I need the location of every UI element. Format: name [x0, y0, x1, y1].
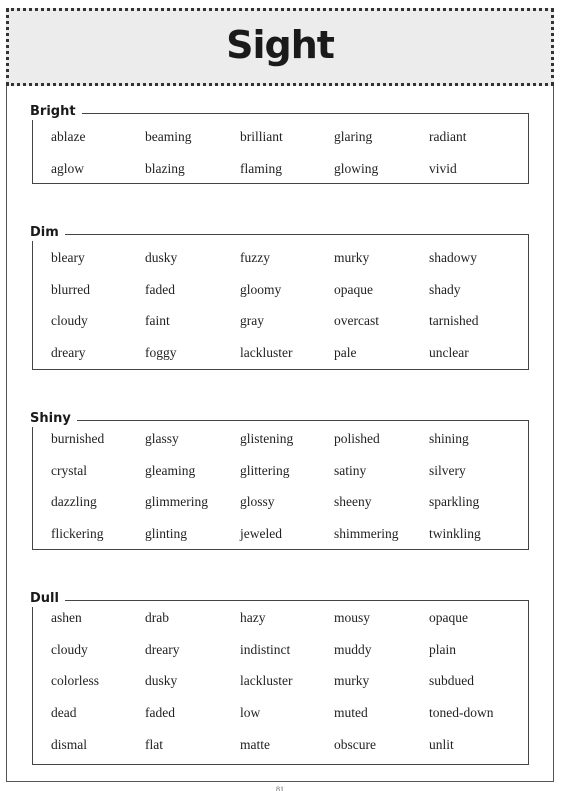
word-item: drab: [145, 610, 169, 625]
word-item: subdued: [429, 673, 474, 689]
word-item: blazing: [145, 160, 185, 176]
word-item: low: [240, 705, 261, 721]
word-item: lackluster: [240, 673, 293, 689]
word-item: aglow: [51, 160, 84, 176]
word-item: flat: [145, 736, 163, 752]
word-item: glimmering: [145, 494, 208, 510]
word-item: gloomy: [240, 281, 282, 297]
section-shiny: [30, 411, 529, 550]
word-grid: [51, 602, 523, 760]
word-item: colorless: [51, 673, 99, 689]
word-item: ashen: [51, 610, 82, 625]
word-item: crystal: [51, 462, 87, 478]
word-item: gray: [240, 313, 264, 329]
word-item: bleary: [51, 250, 85, 265]
word-item: satiny: [334, 462, 367, 478]
word-item: glossy: [240, 494, 275, 510]
word-item: matte: [240, 736, 270, 752]
word-item: unlit: [429, 736, 454, 752]
section-dim: [30, 225, 529, 370]
word-item: polished: [334, 431, 380, 446]
word-item: radiant: [429, 129, 467, 144]
word-item: faded: [145, 705, 175, 721]
word-item: dismal: [51, 736, 87, 752]
word-item: faint: [145, 313, 170, 329]
word-item: pale: [334, 345, 357, 361]
word-item: opaque: [429, 610, 468, 625]
word-item: mousy: [334, 610, 371, 625]
word-item: cloudy: [51, 641, 88, 657]
word-item: sheeny: [334, 494, 372, 510]
word-item: fuzzy: [240, 250, 270, 265]
word-item: shadowy: [429, 250, 477, 265]
word-grid: [51, 242, 523, 369]
word-item: glinting: [145, 526, 188, 542]
word-item: muddy: [334, 641, 372, 657]
word-item: glittering: [240, 462, 290, 478]
word-item: toned-down: [429, 705, 494, 721]
word-item: dusky: [145, 250, 178, 265]
page-title: Sight: [226, 23, 334, 67]
section-label: Bright: [30, 104, 82, 120]
section-label: Dull: [30, 591, 65, 607]
word-item: plain: [429, 641, 456, 657]
word-item: opaque: [334, 281, 373, 297]
word-item: lackluster: [240, 345, 293, 361]
word-item: silvery: [429, 462, 466, 478]
word-item: dead: [51, 705, 77, 721]
section-label: Shiny: [30, 411, 77, 427]
word-item: dreary: [51, 345, 86, 361]
word-item: hazy: [240, 610, 266, 625]
word-item: obscure: [334, 736, 376, 752]
word-item: beaming: [145, 129, 192, 144]
word-item: glistening: [240, 431, 294, 446]
word-item: shady: [429, 281, 461, 297]
section-bright: [30, 104, 529, 184]
page-number: 81: [276, 786, 284, 791]
word-item: brilliant: [240, 129, 283, 144]
word-item: burnished: [51, 431, 105, 446]
word-item: sparkling: [429, 494, 480, 510]
word-item: jeweled: [240, 526, 282, 542]
word-item: faded: [145, 281, 175, 297]
title-banner: [6, 8, 554, 86]
word-item: murky: [334, 673, 370, 689]
word-item: twinkling: [429, 526, 481, 542]
word-grid: [51, 121, 523, 184]
word-item: shimmering: [334, 526, 399, 542]
word-item: glaring: [334, 129, 373, 144]
word-item: gleaming: [145, 462, 196, 478]
word-item: muted: [334, 705, 368, 721]
word-item: vivid: [429, 160, 457, 176]
word-item: tarnished: [429, 313, 479, 329]
word-item: flaming: [240, 160, 282, 176]
word-item: murky: [334, 250, 370, 265]
word-item: glassy: [145, 431, 179, 446]
word-grid: [51, 423, 523, 550]
word-item: flickering: [51, 526, 104, 542]
word-item: dusky: [145, 673, 178, 689]
section-dull: [30, 591, 529, 765]
word-item: blurred: [51, 281, 90, 297]
word-item: shining: [429, 431, 469, 446]
word-item: dazzling: [51, 494, 97, 510]
word-item: indistinct: [240, 641, 291, 657]
word-item: cloudy: [51, 313, 88, 329]
section-label: Dim: [30, 225, 65, 241]
word-item: dreary: [145, 641, 180, 657]
word-item: glowing: [334, 160, 379, 176]
word-item: foggy: [145, 345, 177, 361]
word-item: ablaze: [51, 129, 86, 144]
word-item: overcast: [334, 313, 379, 329]
word-item: unclear: [429, 345, 469, 361]
